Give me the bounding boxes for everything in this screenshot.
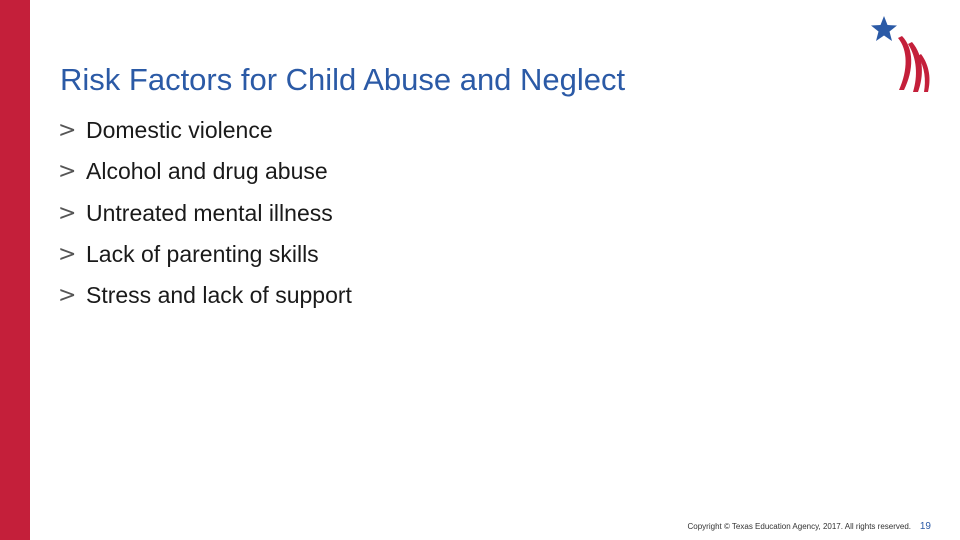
- bullet-text: Untreated mental illness: [86, 199, 333, 226]
- bullet-marker: >: [58, 242, 77, 268]
- copyright-notice: Copyright © Texas Education Agency, 2017. All rights reserved.: [687, 522, 911, 531]
- bullet-text: Stress and lack of support: [86, 282, 352, 309]
- list-item: [58, 234, 352, 275]
- list-item: [58, 193, 352, 234]
- bullet-text: Alcohol and drug abuse: [86, 158, 328, 185]
- bullet-list: [58, 110, 352, 316]
- page-number: 19: [919, 521, 931, 532]
- bullet-text: Lack of parenting skills: [86, 241, 319, 268]
- star-and-stripes-logo-icon: [868, 14, 934, 96]
- bullet-marker: >: [58, 118, 77, 144]
- list-item: [58, 275, 352, 316]
- list-item: [58, 110, 352, 151]
- bullet-marker: >: [58, 283, 77, 309]
- bullet-marker: >: [58, 200, 77, 226]
- left-accent-bar: [0, 0, 30, 540]
- list-item: [58, 151, 352, 192]
- bullet-marker: >: [58, 159, 77, 185]
- bullet-text: Domestic violence: [86, 117, 273, 144]
- slide-title: Risk Factors for Child Abuse and Neglect: [60, 62, 626, 97]
